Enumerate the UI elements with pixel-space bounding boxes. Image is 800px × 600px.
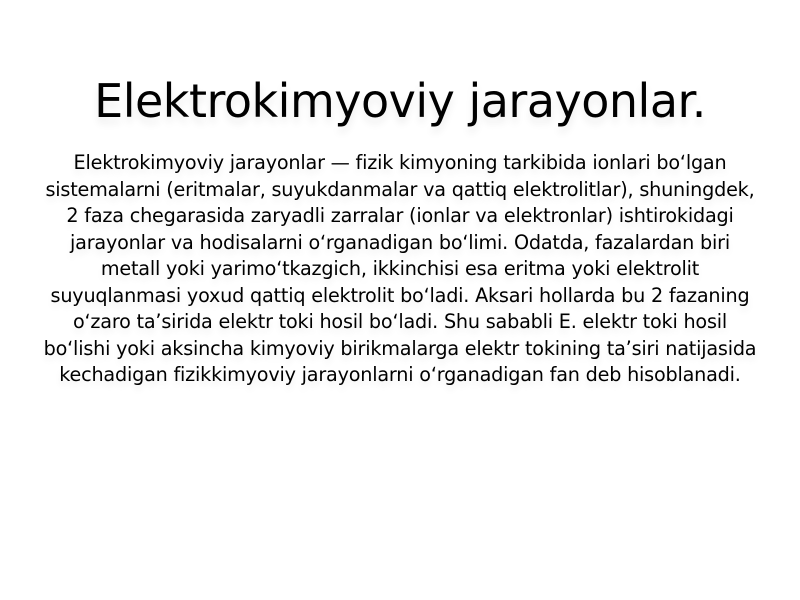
slide-title: Elektrokimyoviy jarayonlar.: [94, 74, 706, 128]
slide-body-text: Elektrokimyoviy jarayonlar — fizik kimyoning tarkibida ionlari boʻlgan sistemalarni (eritmalar, suyukdanmalar va qattiq elektrolitlar), shuningdek, 2 faza chegarasida zaryadli zarralar (ionlar va elektronlar) ishtirokidagi jarayonlar va hodisalarni oʻrganadigan boʻlimi. Odatda, fazalardan biri metall yoki yarimoʻtkazgich, ikkinchisi esa eritma yoki elektrolit suyuqlanmasi yoxud qattiq elektrolit boʻladi. Aksari hollarda bu 2 fazaning oʻzaro taʼsirida elektr toki hosil boʻladi. Shu sababli E. elektr toki hosil boʻlishi yoki aksincha kimyoviy birikmalarga elektr tokining taʼsiri natijasida kechadigan fizikkimyoviy jarayonlarni oʻrganadigan fan deb hisoblanadi.: [43, 151, 757, 386]
